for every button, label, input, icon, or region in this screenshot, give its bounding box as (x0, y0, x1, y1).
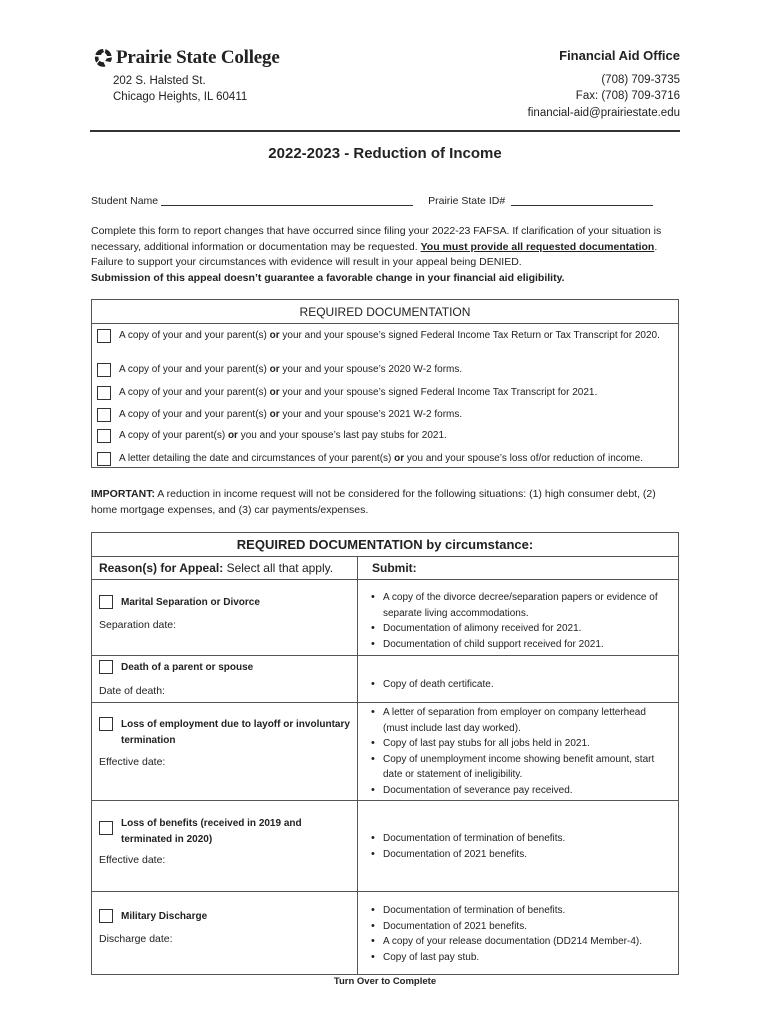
reason-checkbox[interactable] (99, 821, 113, 835)
doc-item-text: A letter detailing the date and circumstances of your parent(s) or you and your spouse’s loss of/or reduction of income. (119, 453, 643, 464)
circumstance-table (91, 532, 679, 975)
circumstance-table-header: REQUIRED DOCUMENTATION by circumstance: (92, 533, 678, 557)
military-docs-list (370, 903, 670, 965)
employment-effective-date-label: Effective date: (99, 756, 166, 768)
doc-bullet: • A copy of your release documentation (DD214 Member-4). (370, 934, 670, 950)
reason-checkbox[interactable] (99, 909, 113, 923)
doc-bullet: • Copy of death certificate. (370, 677, 670, 693)
doc-item-text: A copy of your parent(s) or you and your spouse’s last pay stubs for 2021. (119, 430, 447, 441)
student-name-label: Student Name (91, 195, 159, 207)
important-note (91, 487, 681, 518)
prairie-state-logo-icon (93, 48, 113, 68)
benefits-docs-list (370, 831, 670, 862)
doc-bullet: • Copy of last pay stubs for all jobs held in 2021. (370, 736, 670, 752)
doc-bullet: • Documentation of 2021 benefits. (370, 847, 670, 863)
required-documentation-header: REQUIRED DOCUMENTATION (92, 300, 678, 324)
doc-item-text: A copy of your and your parent(s) or your and your spouse’s signed Federal Income Tax Return or Tax Transcript for 2020. (119, 330, 660, 341)
doc-bullet: • Copy of unemployment income showing benefit amount, start date or statement of ineligibility. (370, 752, 670, 783)
office-phone: (708) 709-3735 (601, 73, 680, 86)
office-fax: Fax: (708) 709-3716 (575, 90, 680, 102)
student-name-field[interactable] (161, 195, 413, 206)
required-documentation-box (91, 299, 679, 468)
reason-marital-separation (99, 595, 260, 611)
marital-docs-list (370, 590, 670, 652)
turn-over-note: Turn Over to Complete (333, 976, 437, 987)
intro-bold-text: Submission of this appeal doesn’t guarantee a favorable change in your financial aid eligibility. (91, 271, 565, 284)
reason-label: Death of a parent or spouse (121, 662, 254, 673)
doc-checkbox[interactable] (97, 408, 111, 422)
doc-item-pay-stubs (97, 428, 447, 443)
reason-military-discharge (99, 909, 207, 925)
address-line-2: Chicago Heights, IL 60411 (113, 91, 248, 103)
college-name: Prairie State College (116, 47, 280, 68)
benefits-effective-date-label: Effective date: (99, 854, 166, 866)
discharge-date-label: Discharge date: (99, 933, 173, 945)
doc-checkbox[interactable] (97, 429, 111, 443)
row-divider (92, 655, 678, 656)
doc-item-letter (97, 451, 643, 466)
row-divider (92, 800, 678, 801)
important-label: IMPORTANT: (91, 488, 155, 500)
doc-bullet: • A letter of separation from employer on company letterhead (must include last day worked). (370, 705, 670, 736)
doc-item-text: A copy of your and your parent(s) or your and your spouse’s 2021 W-2 forms. (119, 409, 463, 420)
intro-text-1: Complete this form to report changes that have occurred since filing your 2022-23 FAFSA. If clarification of your situation is necessary, additional information or documentation may be requested. (91, 225, 662, 253)
reason-checkbox[interactable] (99, 717, 113, 731)
doc-item-2020-tax-return (97, 328, 667, 343)
office-contact (528, 48, 680, 121)
address-line-1: 202 S. Halsted St. (113, 75, 206, 87)
doc-bullet: • A copy of the divorce decree/separation papers or evidence of separate living accommodations. (370, 590, 670, 621)
header-divider (90, 130, 680, 132)
office-email[interactable]: financial-aid@prairiestate.edu (527, 106, 680, 119)
intro-underline-text: You must provide all requested documentation (420, 240, 655, 253)
form-title: 2022-2023 - Reduction of Income (268, 145, 502, 162)
row-divider (92, 891, 678, 892)
reason-label: Loss of employment due to layoff or involuntary termination (121, 719, 350, 746)
reason-label: Loss of benefits (received in 2019 and terminated in 2020) (121, 818, 302, 845)
college-logo (93, 47, 280, 69)
doc-checkbox[interactable] (97, 386, 111, 400)
student-id-field[interactable] (511, 195, 653, 206)
reason-loss-of-employment (99, 717, 354, 748)
death-docs-list (370, 677, 670, 693)
separation-date-label: Separation date: (99, 619, 177, 631)
doc-bullet: • Copy of last pay stub. (370, 950, 670, 966)
reason-loss-of-benefits (99, 816, 329, 847)
doc-checkbox[interactable] (97, 363, 111, 377)
employment-docs-list (370, 705, 670, 798)
reasons-column-header: Reason(s) for Appeal: Select all that apply. (99, 561, 334, 575)
doc-item-text: A copy of your and your parent(s) or your and your spouse’s signed Federal Income Tax Transcript for 2021. (119, 387, 598, 398)
intro-paragraph (91, 224, 683, 286)
doc-item-2020-w2 (97, 362, 462, 377)
office-title: Financial Aid Office (559, 48, 680, 63)
doc-bullet: • Documentation of alimony received for 2021. (370, 621, 670, 637)
column-divider (357, 557, 358, 974)
doc-item-2021-w2 (97, 407, 462, 422)
doc-checkbox[interactable] (97, 329, 111, 343)
student-info-line (91, 195, 653, 207)
reason-label: Military Discharge (121, 911, 208, 922)
reason-death (99, 660, 253, 676)
doc-bullet: • Documentation of child support received for 2021. (370, 637, 670, 653)
student-id-label: Prairie State ID# (428, 195, 506, 207)
death-date-label: Date of death: (99, 685, 165, 697)
doc-bullet: • Documentation of severance pay received. (370, 783, 670, 799)
reason-checkbox[interactable] (99, 595, 113, 609)
doc-bullet: • Documentation of termination of benefits. (370, 903, 670, 919)
doc-item-2021-tax-transcript (97, 385, 597, 400)
doc-checkbox[interactable] (97, 452, 111, 466)
important-text: A reduction in income request will not be considered for the following situations: (1) high consumer debt, (2) home mortgage expenses, and (3) car payments/expenses. (91, 488, 656, 516)
college-address (113, 73, 247, 105)
row-divider (92, 579, 678, 580)
doc-bullet: • Documentation of 2021 benefits. (370, 919, 670, 935)
doc-item-text: A copy of your and your parent(s) or your and your spouse’s 2020 W-2 forms. (119, 364, 463, 375)
submit-column-header: Submit: (372, 561, 417, 575)
doc-bullet: • Documentation of termination of benefits. (370, 831, 670, 847)
row-divider (92, 702, 678, 703)
reason-checkbox[interactable] (99, 660, 113, 674)
reason-label: Marital Separation or Divorce (121, 597, 260, 608)
intro-text-2: . Failure to support your circumstances with evidence will result in your appeal being DENIED. (91, 240, 658, 268)
